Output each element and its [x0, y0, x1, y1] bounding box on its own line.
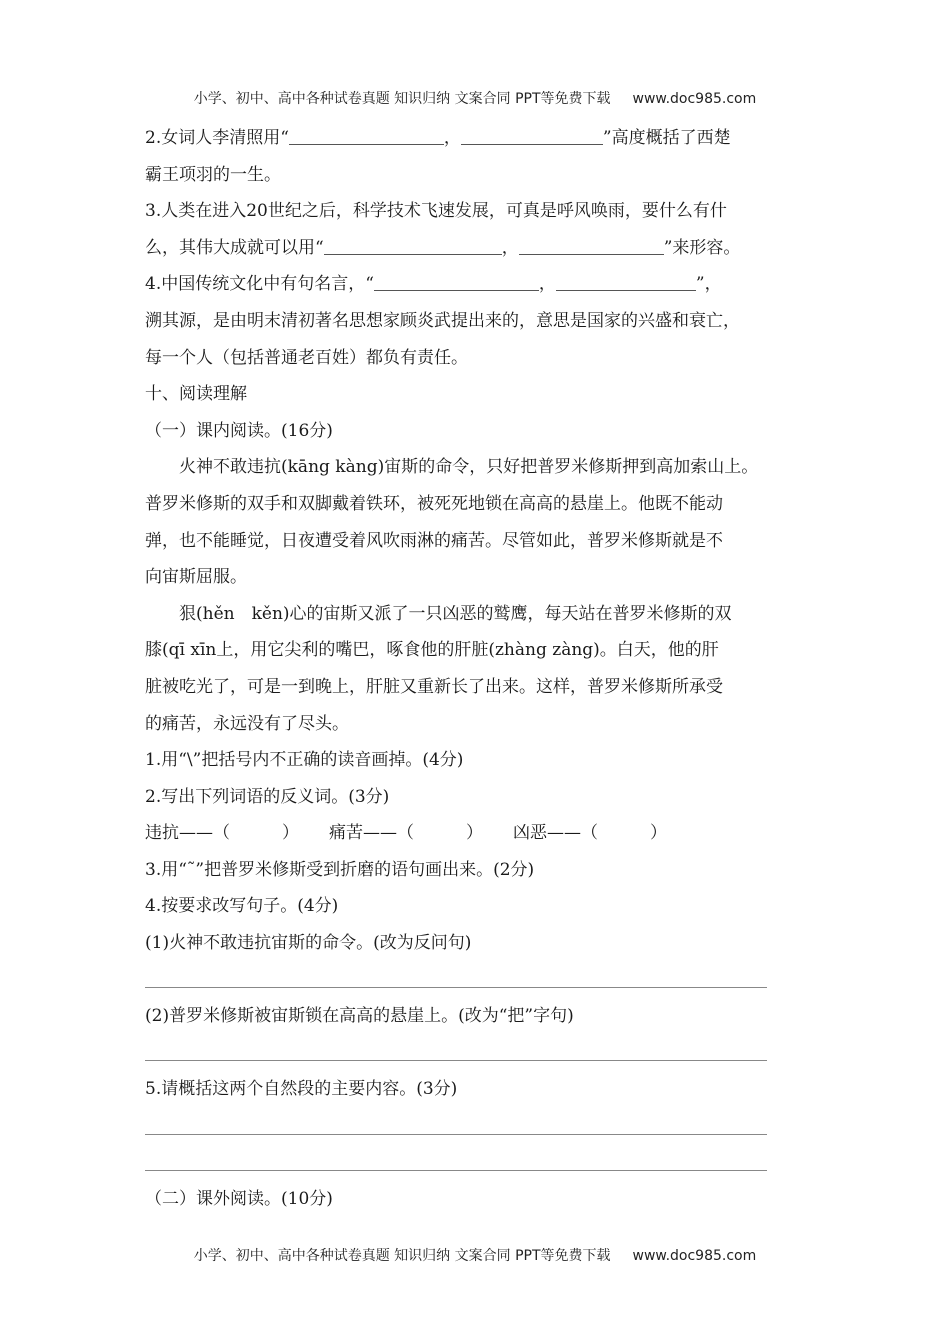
- passage-p2-line-1: 狠(hěn kěn)心的宙斯又派了一只凶恶的鹫鹰，每天站在普罗米修斯的双: [179, 603, 732, 624]
- passage-p1-line-2: 普罗米修斯的双手和双脚戴着铁环，被死死地锁在高高的悬崖上。他既不能动: [145, 493, 723, 514]
- q3-blank-2[interactable]: [519, 234, 664, 255]
- reading-question-4: 4.按要求改写句子。(4分): [145, 896, 339, 917]
- q2-comma: ，: [443, 128, 461, 148]
- q4-line-3: 每一个人（包括普通老百姓）都负有责任。: [145, 347, 468, 368]
- page-header: [0, 88, 950, 108]
- q3-comma: ，: [501, 237, 519, 258]
- answer-line[interactable]: [145, 962, 825, 999]
- reading-question-4-2: (2)普罗米修斯被宙斯锁在高高的悬崖上。(改为“把”字句): [145, 1006, 574, 1027]
- q3-line-2: [145, 230, 825, 267]
- q2-blank-2[interactable]: [461, 124, 603, 145]
- footer-site: www.doc985.com: [632, 1248, 757, 1264]
- reading-question-1: 1.用“\”把括号内不正确的读音画掉。(4分): [145, 750, 464, 771]
- reading-question-5: 5.请概括这两个自然段的主要内容。(3分): [145, 1079, 458, 1100]
- passage-p2-line-3: 脏被吃光了，可是一到晚上，肝脏又重新长了出来。这样，普罗米修斯所承受: [145, 676, 723, 697]
- q3-text-post: ”来形容。: [663, 237, 741, 258]
- q4-text-post: ”，: [695, 274, 722, 295]
- question-4: [145, 266, 825, 303]
- part-1-title: （一）课内阅读。(16分): [145, 420, 333, 441]
- antonym-item: 违抗——（ ）: [145, 823, 299, 844]
- q2-blank-1[interactable]: [289, 124, 444, 145]
- footer-text: 小学、初中、高中各种试卷真题 知识归纳 文案合同 PPT等免费下载: [193, 1248, 611, 1264]
- q3-blank-1[interactable]: [324, 234, 502, 255]
- passage-p1-line-3: 弹，也不能睡觉，日夜遭受着风吹雨淋的痛苦。尽管如此，普罗米修斯就是不: [145, 530, 723, 551]
- antonym-item: 痛苦——（ ）: [329, 823, 483, 844]
- answer-line[interactable]: [145, 1145, 825, 1182]
- question-3: 3.人类在进入20世纪之后，科学技术飞速发展，可真是呼风唤雨，要什么有什: [145, 201, 727, 222]
- header-text: 小学、初中、高中各种试卷真题 知识归纳 文案合同 PPT等免费下载: [193, 91, 611, 107]
- q2-text-pre: 2.女词人李清照用“: [145, 128, 289, 148]
- antonym-item: 凶恶——（ ）: [513, 823, 667, 844]
- header-site: www.doc985.com: [632, 91, 757, 107]
- passage-p1-line-4: 向宙斯屈服。: [145, 567, 247, 588]
- q2-line-2: 霸王项羽的一生。: [145, 164, 281, 185]
- answer-line[interactable]: [145, 1108, 825, 1145]
- answer-line[interactable]: [145, 1035, 825, 1072]
- document-body: [145, 120, 825, 1218]
- q4-comma: ，: [538, 274, 556, 295]
- passage-p2-line-4: 的痛苦，永远没有了尽头。: [145, 713, 349, 734]
- q4-blank-2[interactable]: [556, 270, 696, 291]
- q4-text-pre: 4.中国传统文化中有句名言，“: [145, 274, 374, 295]
- q2-text-post: ”高度概括了西楚: [602, 128, 731, 148]
- q4-line-2: 溯其源，是由明末清初著名思想家顾炎武提出来的，意思是国家的兴盛和衰亡，: [145, 310, 740, 331]
- part-2-title: （二）课外阅读。(10分): [145, 1189, 333, 1210]
- antonym-row: [145, 815, 825, 852]
- section-title: 十、阅读理解: [145, 384, 247, 405]
- q4-blank-1[interactable]: [374, 270, 539, 291]
- page-footer: [0, 1245, 950, 1265]
- passage-p2-line-2: 膝(qī xīn上，用它尖利的嘴巴，啄食他的肝脏(zhàng zàng)。白天，他的肝: [145, 640, 719, 661]
- q3-text-pre: 么，其伟大成就可以用“: [145, 237, 324, 258]
- reading-question-3: 3.用“˜”把普罗米修斯受到折磨的语句画出来。(2分): [145, 859, 535, 880]
- reading-question-2: 2.写出下列词语的反义词。(3分): [145, 786, 390, 807]
- reading-question-4-1: (1)火神不敢违抗宙斯的命令。(改为反问句): [145, 933, 472, 954]
- passage-p1-line-1: 火神不敢违抗(kāng kàng)宙斯的命令，只好把普罗米修斯押到高加索山上。: [179, 457, 759, 478]
- question-2: [145, 120, 825, 157]
